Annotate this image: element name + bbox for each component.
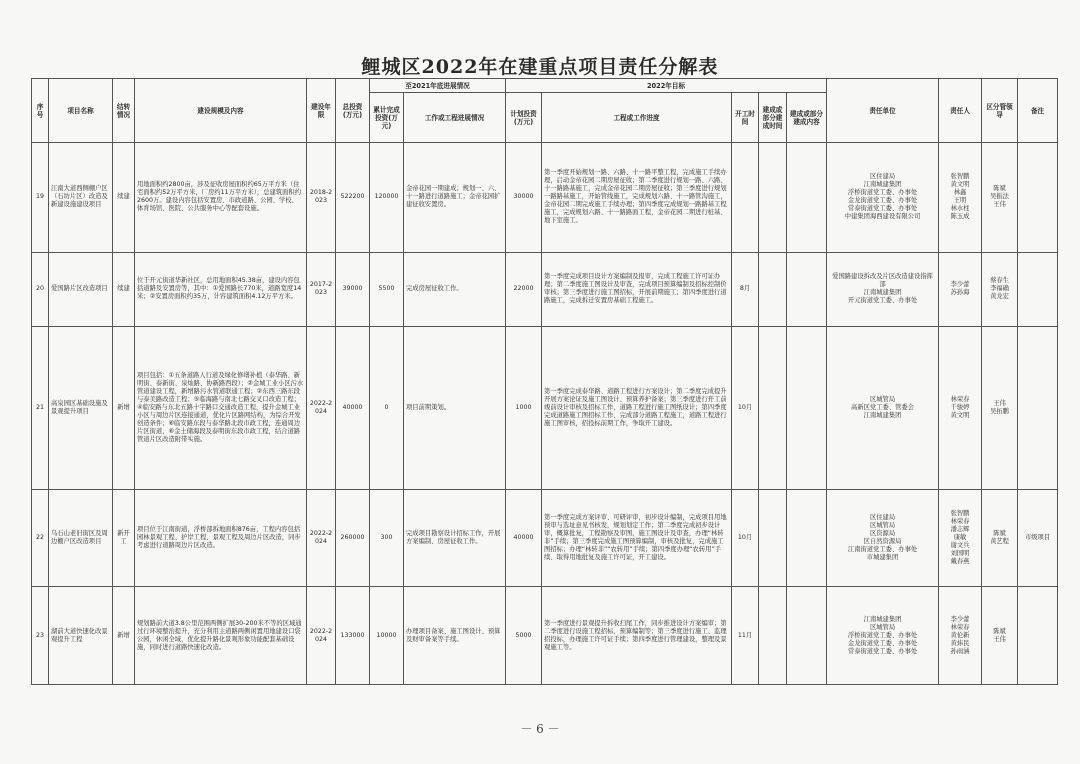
row-partial-content: [787, 252, 827, 326]
table-row: [32, 252, 1058, 326]
row-partial-content: [787, 489, 827, 587]
row-responsible-unit: 区住建局 江南城建集团 浮桥街道党工委、办事处 金龙街道党工委、办事处 常泰街道党工委、办事处 中建集团海西建设有限公司: [827, 143, 939, 253]
header-nature: 结转情况: [113, 79, 135, 143]
row-years: 2022-2024: [307, 327, 336, 490]
row-partial-content: [787, 587, 827, 685]
row-note: [1018, 252, 1058, 326]
header-schedule: 工程或工作进度: [542, 93, 732, 143]
row-partial-content: [787, 143, 827, 253]
row-progress-2021: 项目前期策划。: [404, 327, 506, 490]
page-number: － 6 －: [520, 722, 560, 736]
row-start-time: 10月: [732, 489, 759, 587]
row-start-time: 10月: [732, 327, 759, 490]
row-scale: 位于开元街道华新社区，总用地面积45.38亩，建设内容包括道路及安置房等，其中：①爱国路长770米，道路宽度14米；②安置房面积约35万，计容建筑面积4.12万平方米。: [135, 252, 307, 326]
table-row: [32, 489, 1058, 587]
row-plan-invest: 40000: [506, 489, 542, 587]
row-start-time: 11月: [732, 587, 759, 685]
project-table: [31, 78, 1058, 685]
header-partial-content: 建成或部分建成内容: [787, 93, 827, 143]
row-start-time: [732, 143, 759, 253]
row-leader: 陈斌 吴振法 王伟: [982, 143, 1018, 253]
row-project-name: 高泉园区基础设施及景观提升项目: [49, 327, 113, 490]
row-note: 市级项目: [1018, 489, 1058, 587]
row-schedule: 第一季度开始规划一路、六路、十一路平整工程，完成施工手续办理，启动金帝花园二期房屋征收；第二季度进行规划一路、六路、十一路路基施工，完成金帝花园二期房屋征收；第三季度进行规划一路路基施工，开始管线施工，完成规划六路、十一路管沟施工，金帝花园二期完成施工手续办理；第四季度完成规划一路路基工程施工，完成规划六路、十一路路面工程，金帝花园二期进行桩基、地下室施工。: [542, 143, 732, 253]
table-row: [32, 587, 1058, 685]
row-total-invest: 522200: [336, 143, 370, 253]
row-schedule: 第一季度完成项目设计方案编制及报审，完成工程施工许可证办理；第二季度施工图设计及审查，完成项目预算编制及招标控制价审核；第三季度进行施工图招标，开展前期施工；第四季度进行道路施工，完成拆迁安置房基础工程施工。: [542, 252, 732, 326]
row-responsible-unit: 区住建局 区城管局 区资源局 区自然资源局 江南街道党工委、办事处 市城建集团: [827, 489, 939, 587]
row-progress-2021: 金帝花园一期建成；规划一、六、十一路进行道路施工；金帝花园扩建征收安置房。: [404, 143, 506, 253]
row-scale: 项目位于江南街道，浮桥部拆地面积876亩，工程内容包括园林景观工程、护岸工程、景观工程及周边片区改造，同步考虑进行道路周边片区改造。: [135, 489, 307, 587]
header-invest: 总投资(万元): [336, 79, 370, 143]
row-scale: 项目包括：①五条道路人行道及绿化修缮补植（泰华路、新明街、泰新街、泉灿路、协新路西段）；②金城工业小区污水管道建设工程，新增路污水管道联通工程；②东西三路东段与泰美路改造工程；⑤临海路与南北七路交叉口改造工程；④临安路与东北五路十字路口交通改造工程，提升金城工业小区与周边片区连接通道，优化片区路网结构，为综合开发创造条件；⑥临安路东段与泰华路北段市政工程，连通周边片区街道，⑥金土储海段及泰明街东段市政工程，结合道路管道片区改造附带实施。: [135, 327, 307, 490]
row-progress-2021: 完成房屋征收工作。: [404, 252, 506, 326]
row-partial-time: [759, 252, 787, 326]
header-years: 建设年限: [307, 79, 336, 143]
row-total-invest: 133000: [336, 587, 370, 685]
row-scale: 规划路前大道3.8公里范围两侧扩展30-200米不等的区域通过行环境整治提升，充分利用主道路两侧闲置用地建设口袋公园，休闲全域，优化提升路化景观形象功能配套基础设施，同时进行道路快速化改造。: [135, 587, 307, 685]
row-years: 2022-2024: [307, 489, 336, 587]
row-project-name: 爱国路片区改造项目: [49, 252, 113, 326]
row-project-name: 乌石山老旧街区及周边棚户区改造项目: [49, 489, 113, 587]
row-responsible-person: 张智鹏 黄文明 林鑫 王明 林水柱 陈玉成: [939, 143, 982, 253]
row-nature: 续建: [113, 143, 135, 253]
row-partial-content: [787, 327, 827, 490]
row-years: 2017-2023: [307, 252, 336, 326]
header-note: 备注: [1018, 79, 1058, 143]
document-title: 鲤城区2022年在建重点项目责任分解表: [361, 56, 719, 78]
row-seq: 23: [32, 587, 49, 685]
row-seq: 22: [32, 489, 49, 587]
row-plan-invest: 5000: [506, 587, 542, 685]
row-note: [1018, 587, 1058, 685]
row-plan-invest: 30000: [506, 143, 542, 253]
row-progress-2021: 办理项目备案、施工图设计、预算及财审备案等手续。: [404, 587, 506, 685]
row-note: [1018, 143, 1058, 253]
row-years: 2018-2023: [307, 143, 336, 253]
header-name: 项目名称: [49, 79, 113, 143]
row-total-invest: 260000: [336, 489, 370, 587]
row-responsible-unit: 爱国路建设拆改及片区改造建设指挥部 江南城建集团 开元街道党工委、办事处: [827, 252, 939, 326]
row-nature: 新开工: [113, 489, 135, 587]
header-seq: 序号: [32, 79, 49, 143]
header-plan: 计划投资(万元): [506, 93, 542, 143]
row-seq: 21: [32, 327, 49, 490]
header-group-2022: 2022年目标: [506, 79, 827, 93]
row-done-2021: 120000: [370, 143, 404, 253]
row-years: 2022-2024: [307, 587, 336, 685]
row-done-2021: 300: [370, 489, 404, 587]
row-seq: 19: [32, 143, 49, 253]
row-nature: 新增: [113, 327, 135, 490]
row-done-2021: 0: [370, 327, 404, 490]
row-scale: 用地面积约2800亩，涉及征收房屋面积约65万平方米（住宅面积约52万平方米，厂房约11万平方米），总建筑面积约2600万。建设内容包括安置房、市政道路、公园、学校、体育场馆、医院、公共服务中心等配套设施。: [135, 143, 307, 253]
row-seq: 20: [32, 252, 49, 326]
header-start: 开工时间: [732, 93, 759, 143]
row-nature: 续建: [113, 252, 135, 326]
row-responsible-person: 张智鹏 林荣春 潘志辉 康敏 谢文兵 刘国明 戴春燕: [939, 489, 982, 587]
row-partial-time: [759, 489, 787, 587]
row-responsible-person: 李少蕾 苏孙海: [939, 252, 982, 326]
row-done-2021: 5500: [370, 252, 404, 326]
row-responsible-person: 李少蕾 林荣春 黄伦新 黄炜民 孙雨涵: [939, 587, 982, 685]
row-partial-time: [759, 327, 787, 490]
header-scale: 建设规模及内容: [135, 79, 307, 143]
row-done-2021: 10000: [370, 587, 404, 685]
row-leader: 陈斌 黄艺程: [982, 489, 1018, 587]
row-partial-time: [759, 143, 787, 253]
table-row: [32, 143, 1058, 253]
row-plan-invest: 22000: [506, 252, 542, 326]
header-partial-time: 建成或部分建成时间: [759, 93, 787, 143]
row-start-time: 8月: [732, 252, 759, 326]
header-unit: 责任单位: [827, 79, 939, 143]
row-leader: 蔡春生 李福确 黄龙宏: [982, 252, 1018, 326]
row-project-name: 江南大道西侧棚户区（石坊片区）改造及新建设施建设项目: [49, 143, 113, 253]
row-plan-invest: 1000: [506, 327, 542, 490]
row-progress-2021: 完成项目勘察设计招标工作，开展方案编制、房屋征收工作。: [404, 489, 506, 587]
row-schedule: 第一季度完成泰华路、道路工程进行方案设计；第二季度完成提升开展方案论证及施工图设计、预算养护备案；第三季度进行开工前竣前设计审核及招标工作，道路工程进行施工图纸设计；第四季度完成道路施工图招标工作、完成部分道路工程施工，道路工程进行施工图审核，招投标前期工作，争取开工建设。: [542, 327, 732, 490]
table-row: [32, 327, 1058, 490]
row-nature: 新增: [113, 587, 135, 685]
row-leader: 王伟 吴拓鹏: [982, 327, 1018, 490]
row-total-invest: 40000: [336, 327, 370, 490]
header-person: 责任人: [939, 79, 982, 143]
row-responsible-unit: 江南城建集团 区城管局 浮桥街道党工委、办事处 金龙街道党工委、办事处 常泰街道党工委、办事处: [827, 587, 939, 685]
row-responsible-person: 林荣春 千骏婷 黄文明: [939, 327, 982, 490]
header-progress-2021: 工作或工程进展情况: [404, 93, 506, 143]
row-schedule: 第一季度完成方案评审、可研评审，初步设计编制，完成项目用地预审与选址意见书核发，规划划定工作；第二季度完成初步设计审，概算批复，工程勘察及审图，施工图设计及审查，办理“林转非”手续；第三季度完成施工图预算编制，审核及批复，完成施工图招标；办理“林转非”“农转用”手续；第四季度办理“农转用”手续、取得用地批复及施工许可证，开工建设。: [542, 489, 732, 587]
row-responsible-unit: 区城管局 高新区党工委、管委会 江南城建集团: [827, 327, 939, 490]
row-leader: 陈斌 王伟: [982, 587, 1018, 685]
row-total-invest: 39000: [336, 252, 370, 326]
header-group-2021: 至2021年底进展情况: [370, 79, 506, 93]
header-leader: 区分管领导: [982, 79, 1018, 143]
row-schedule: 第一季度进行景观提升拆收扫尾工作，同步推进设计方案编审；第二季度进行设施工程招标，预算编制等；第三季度进行施工、监理招投标，办理施工许可证手续；第四季度进行管理建设，整理及景观施工等。: [542, 587, 732, 685]
row-project-name: 湖前大道快速化改景观提升工程: [49, 587, 113, 685]
row-note: [1018, 327, 1058, 490]
row-partial-time: [759, 587, 787, 685]
header-done-2021: 累计完成投资(万元): [370, 93, 404, 143]
